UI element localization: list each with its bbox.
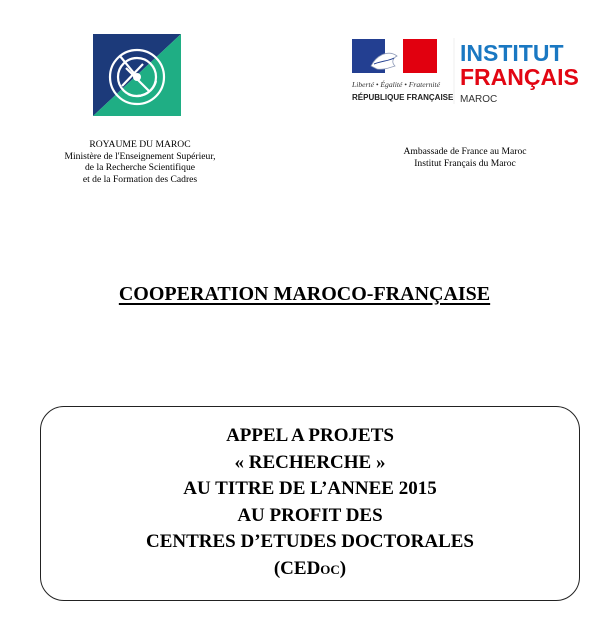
caption-line: et de la Formation des Cadres [82,173,198,185]
embassy-caption [370,146,560,169]
institut-text: INSTITUT [460,40,564,66]
page-title: COOPERATION MAROCO-FRANÇAISE [118,283,491,305]
francais-text: FRANÇAIS [460,64,579,90]
ministry-emblem-icon [93,34,181,116]
ministry-caption [40,139,240,185]
maroc-text: MAROC [460,94,498,105]
caption-line: ROYAUME DU MAROC [89,139,191,150]
call-acronym: (CEDoc) [273,557,347,579]
caption-line: Ministère de l'Enseignement Supérieur, [64,150,216,162]
motto-text: Liberté • Égalité • Fraternité [352,80,440,89]
caption-line: Institut Français du Maroc [414,157,516,169]
call-line: AU PROFIT DES [237,504,383,526]
call-line: AU TITRE DE L’ANNEE 2015 [183,478,437,499]
marianne-icon [349,36,579,108]
republic-text: RÉPUBLIQUE FRANÇAISE [352,93,454,102]
call-for-projects-box [40,406,580,601]
call-for-projects-text [41,423,579,582]
caption-line: de la Recherche Scientifique [84,162,195,173]
call-line: APPEL A PROJETS [226,425,394,446]
institut-francais-logo [349,36,579,108]
ministry-logo [93,34,181,116]
caption-line: Ambassade de France au Maroc [403,146,527,157]
call-line: CENTRES D’ETUDES DOCTORALES [145,531,474,552]
call-line: « RECHERCHE » [234,451,386,473]
